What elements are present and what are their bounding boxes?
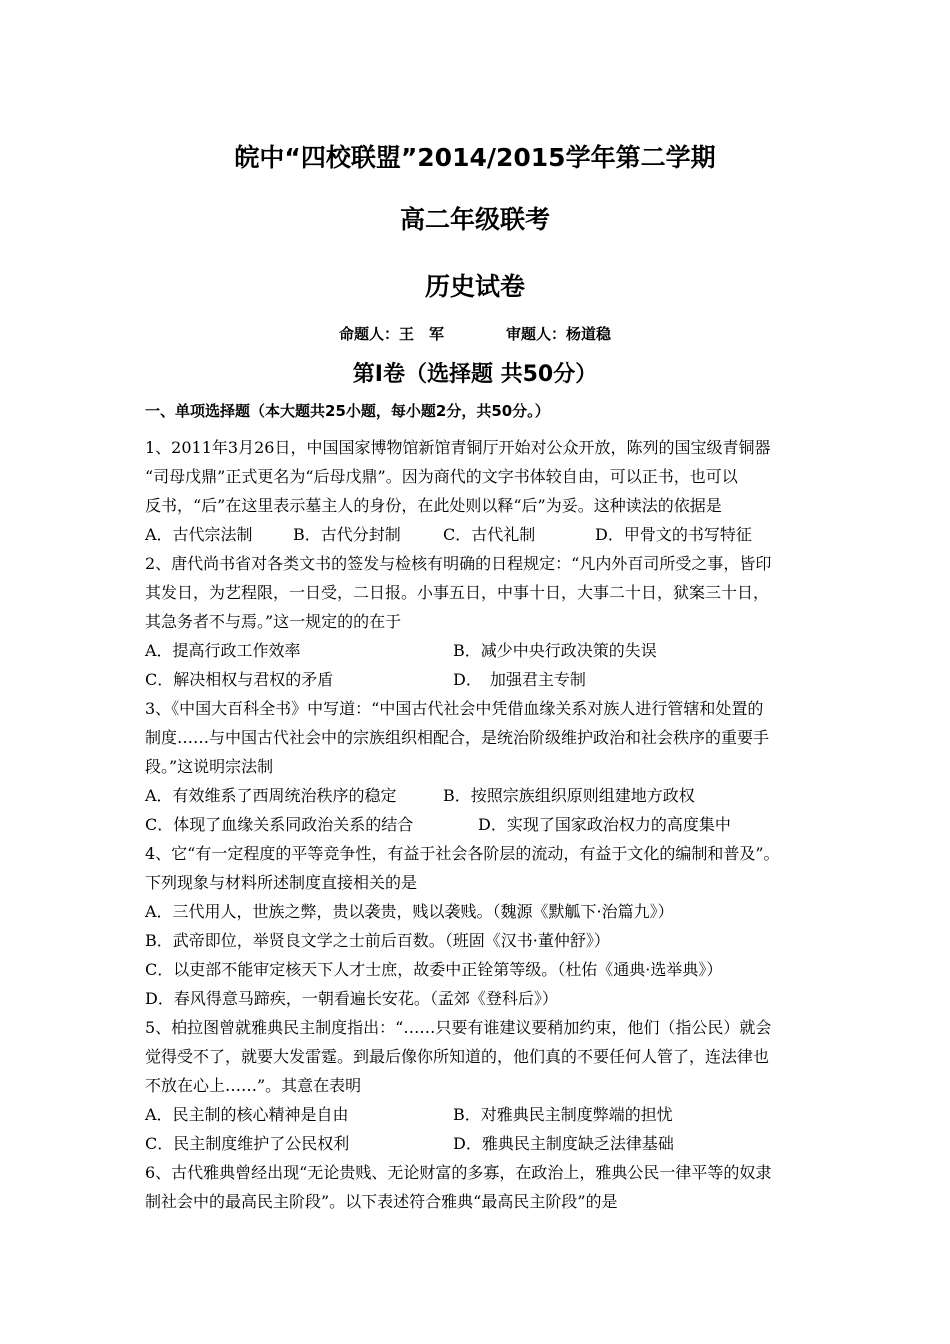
question-line: 制社会中的最高民主阶段”。以下表述符合雅典“最高民主阶段”的是 bbox=[145, 1192, 618, 1211]
question-line: 其发日，为艺程限，一日受，二日报。小事五日，中事十日，大事二十日，狱案三十日， bbox=[145, 583, 770, 602]
question-line: 下列现象与材料所述制度直接相关的是 bbox=[145, 873, 418, 892]
question-2 bbox=[145, 549, 825, 694]
question-line: 4、它“有一定程度的平等竞争性，有益于社会各阶层的流动，有益于文化的编制和普及”。 bbox=[145, 844, 780, 863]
option-b: B．武帝即位，举贤良文学之士前后百数。（班固《汉书·董仲舒》） bbox=[145, 931, 610, 950]
option-c: C．民主制度维护了公民权利 bbox=[145, 1134, 350, 1153]
question-line: 不放在心上……”。其意在表明 bbox=[145, 1076, 362, 1095]
option-row bbox=[145, 520, 825, 549]
question-line: “司母戊鼎”正式更名为“后母戊鼎”。因为商代的文字书体较自由，可以正书，也可以 bbox=[145, 467, 738, 486]
question-3 bbox=[145, 694, 825, 839]
part-title: 一、单项选择题（本大题共25小题，每小题2分，共50分。） bbox=[145, 402, 550, 420]
question-line: 觉得受不了，就要大发雷霆。到最后像你所知道的，他们真的不要任何人管了，连法律也 bbox=[145, 1047, 770, 1066]
question-line: 其急务者不与焉。”这一规定的的在于 bbox=[145, 612, 402, 631]
question-line: 2、唐代尚书省对各类文书的签发与检核有明确的日程规定：“凡内外百司所受之事，皆印 bbox=[145, 554, 772, 573]
question-5 bbox=[145, 1013, 825, 1158]
option-d: D． 加强君主专制 bbox=[453, 670, 586, 689]
question-line: 制度……与中国古代社会中的宗族组织相配合，是统治阶级维护政治和社会秩序的重要手 bbox=[145, 728, 770, 747]
exam-title-grade: 高二年级联考 bbox=[399, 205, 550, 234]
option-c: C．体现了血缘关系同政治关系的结合 bbox=[145, 815, 414, 834]
option-a: A．古代宗法制 bbox=[145, 525, 253, 544]
option-row bbox=[145, 810, 825, 839]
question-line: 6、古代雅典曾经出现“无论贵贱、无论财富的多寡，在政治上，雅典公民一律平等的奴隶 bbox=[145, 1163, 772, 1182]
option-d: D．春风得意马蹄疾，一朝看遍长安花。（孟郊《登科后》） bbox=[145, 989, 558, 1008]
question-6 bbox=[145, 1158, 825, 1216]
reviewer-label: 审题人：杨道稳 bbox=[506, 325, 612, 343]
option-a: A．民主制的核心精神是自由 bbox=[145, 1105, 349, 1124]
option-row bbox=[145, 665, 825, 694]
exam-title-school: 皖中“四校联盟”2014/2015学年第二学期 bbox=[234, 143, 716, 172]
option-a: A．提高行政工作效率 bbox=[145, 641, 301, 660]
question-4 bbox=[145, 839, 825, 1013]
question-line: 1、2011年3月26日，中国国家博物馆新馆青铜厅开始对公众开放，陈列的国宝级青铜器 bbox=[145, 438, 771, 457]
option-a: A．三代用人，世族之弊，贵以袭贵，贱以袭贱。（魏源《默觚下·治篇九》） bbox=[145, 902, 674, 921]
questions-body bbox=[145, 433, 825, 1216]
option-b: B．古代分封制 bbox=[293, 525, 401, 544]
option-d: D．甲骨文的书写特征 bbox=[595, 525, 752, 544]
authors-line bbox=[0, 323, 950, 344]
option-row bbox=[145, 1129, 825, 1158]
option-d: D．雅典民主制度缺乏法律基础 bbox=[453, 1134, 674, 1153]
option-row bbox=[145, 781, 825, 810]
exam-title-subject: 历史试卷 bbox=[424, 272, 525, 301]
setter-label: 命题人：王 军 bbox=[338, 325, 444, 343]
option-a: A．有效维系了西周统治秩序的稳定 bbox=[145, 786, 397, 805]
option-b: B．对雅典民主制度弊端的担忧 bbox=[453, 1105, 673, 1124]
option-c: C．解决相权与君权的矛盾 bbox=[145, 670, 334, 689]
option-c: C．古代礼制 bbox=[443, 525, 536, 544]
option-b: B．按照宗族组织原则组建地方政权 bbox=[443, 786, 695, 805]
question-1 bbox=[145, 433, 825, 549]
question-line: 5、柏拉图曾就雅典民主制度指出：“……只要有谁建议要稍加约束，他们（指公民）就会 bbox=[145, 1018, 772, 1037]
option-row bbox=[145, 636, 825, 665]
question-line: 反书，“后”在这里表示墓主人的身份，在此处则以释“后”为妥。这种读法的依据是 bbox=[145, 496, 722, 515]
option-c: C．以吏部不能审定核天下人才士庶，故委中正铨第等级。（杜佑《通典·选举典》） bbox=[145, 960, 723, 979]
option-d: D．实现了国家政治权力的高度集中 bbox=[478, 815, 731, 834]
option-b: B．减少中央行政决策的失误 bbox=[453, 641, 657, 660]
option-row bbox=[145, 1100, 825, 1129]
section-title: 第Ⅰ卷（选择题 共50分） bbox=[352, 362, 598, 387]
question-line: 段。”这说明宗法制 bbox=[145, 757, 274, 776]
question-line: 3、《中国大百科全书》中写道：“中国古代社会中凭借血缘关系对族人进行管辖和处置的 bbox=[145, 699, 764, 718]
